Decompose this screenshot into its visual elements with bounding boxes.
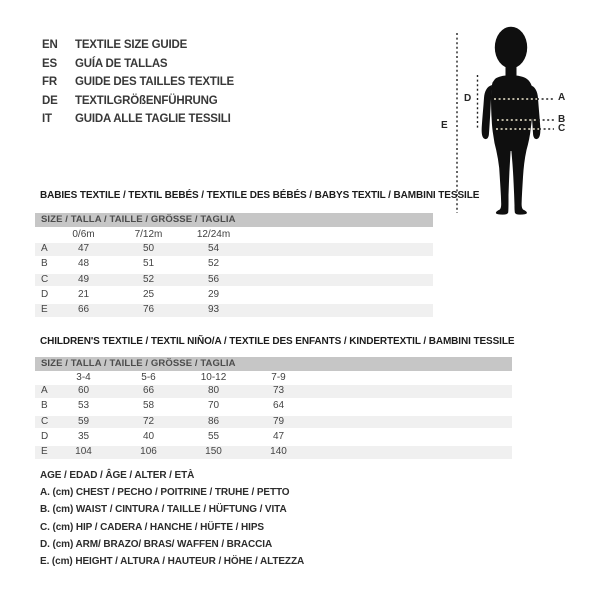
babies-size-header-bar: SIZE / TALLA / TAILLE / GRÖSSE / TAGLIA (35, 213, 433, 227)
table-row (35, 258, 433, 271)
value-cell: 47 (77, 243, 90, 254)
silhouette-torso-legs (491, 75, 533, 214)
value-cell: 49 (77, 273, 90, 285)
children-column-header-row (35, 371, 512, 385)
value-cell: 53 (77, 400, 90, 412)
column-header-cell: 7/12m (134, 229, 163, 240)
column-header-cell: 10-12 (200, 372, 227, 383)
table-row (35, 274, 433, 287)
value-cell: 70 (207, 400, 220, 412)
children-section-title: CHILDREN'S TEXTILE / TEXTIL NIÑO/A / TEXTILE DES ENFANTS / KINDERTEXTIL / BAMBINI TESSILE (40, 336, 515, 347)
column-header-cell: 0/6m (72, 229, 95, 240)
row-label: A (41, 243, 48, 254)
language-label: TEXTILGRÖßENFÜHRUNG (75, 94, 218, 107)
language-row-it (42, 110, 234, 129)
language-label: GUÍA DE TALLAS (75, 57, 168, 70)
language-row-de (42, 92, 234, 111)
measure-label-c: C (558, 122, 566, 134)
column-header-cell: 5-6 (141, 372, 156, 383)
value-cell: 58 (142, 400, 155, 412)
value-cell: 48 (77, 258, 90, 270)
language-list (42, 36, 234, 129)
table-row (35, 289, 433, 302)
row-label: C (41, 273, 49, 285)
children-size-table (35, 357, 512, 461)
table-row (35, 431, 512, 444)
silhouette-left-arm (482, 85, 492, 139)
value-cell: 59 (77, 415, 90, 427)
value-cell: 25 (142, 288, 155, 300)
value-cell: 56 (207, 273, 220, 285)
measure-label-a: A (558, 92, 566, 103)
value-cell: 50 (142, 243, 155, 254)
row-label: C (41, 415, 49, 427)
value-cell: 80 (207, 385, 220, 396)
table-row (35, 400, 512, 413)
row-label: B (41, 258, 48, 270)
language-code: ES (42, 57, 57, 70)
value-cell: 60 (77, 385, 90, 396)
value-cell: 29 (207, 288, 220, 300)
empty-corner-cell (35, 227, 51, 243)
value-cell: 79 (272, 415, 285, 427)
row-label: E (41, 304, 48, 316)
table-row (35, 243, 433, 256)
empty-corner-cell (35, 371, 51, 385)
row-label: A (41, 385, 48, 396)
value-cell: 64 (272, 400, 285, 412)
table-row (35, 446, 512, 459)
column-header-cell: 12/24m (196, 229, 231, 240)
children-size-header-bar: SIZE / TALLA / TAILLE / GRÖSSE / TAGLIA (35, 357, 512, 371)
value-cell: 66 (77, 304, 90, 316)
legend-item-hip: C. (cm) HIP / CADERA / HANCHE / HÜFTE / HIPS (40, 521, 264, 533)
column-header-cell: 3-4 (76, 372, 91, 383)
measure-label-e: E (441, 120, 448, 131)
babies-size-table (35, 213, 433, 319)
babies-section-title: BABIES TEXTILE / TEXTIL BEBÉS / TEXTILE DES BÉBÉS / BABYS TEXTIL / BAMBINI TESSILE (40, 190, 480, 201)
language-label: TEXTILE SIZE GUIDE (75, 39, 188, 52)
legend-age-line: AGE / EDAD / ÂGE / ALTER / ETÀ (40, 470, 195, 481)
value-cell: 66 (142, 385, 155, 396)
language-row-en (42, 36, 234, 55)
language-label: GUIDA ALLE TAGLIE TESSILI (75, 113, 231, 126)
value-cell: 52 (142, 273, 155, 285)
value-cell: 54 (207, 243, 220, 254)
value-cell: 35 (77, 430, 90, 442)
legend-item-waist: B. (cm) WAIST / CINTURA / TAILLE / HÜFTUNG / VITA (40, 504, 287, 516)
language-row-fr (42, 73, 234, 92)
value-cell: 52 (207, 258, 220, 270)
language-label: GUIDE DES TAILLES TEXTILE (75, 76, 234, 89)
value-cell: 86 (207, 415, 220, 427)
measurement-legend (40, 467, 304, 570)
language-code: FR (42, 76, 57, 89)
value-cell: 76 (142, 304, 155, 316)
measure-label-b: B (558, 113, 566, 125)
value-cell: 51 (142, 258, 155, 270)
language-code: DE (42, 94, 58, 107)
row-label: D (41, 430, 49, 442)
legend-item-height: E. (cm) HEIGHT / ALTURA / HAUTEUR / HÖHE / ALTEZZA (40, 555, 305, 567)
language-code: IT (42, 113, 52, 126)
language-code: EN (42, 39, 58, 52)
value-cell: 150 (205, 446, 222, 458)
value-cell: 47 (272, 430, 285, 442)
babies-column-header-row (35, 227, 433, 243)
value-cell: 21 (77, 288, 90, 300)
value-cell: 40 (142, 430, 155, 442)
table-row (35, 416, 512, 429)
row-label: E (41, 446, 48, 458)
row-label: D (41, 288, 49, 300)
column-header-cell: 7-9 (271, 372, 286, 383)
measure-label-d: D (464, 93, 472, 104)
table-row (35, 304, 433, 317)
legend-item-arm: D. (cm) ARM/ BRAZO/ BRAS/ WAFFEN / BRACCIA (40, 538, 273, 550)
legend-item-chest: A. (cm) CHEST / PECHO / POITRINE / TRUHE / PETTO (40, 487, 290, 499)
value-cell: 73 (272, 385, 285, 396)
table-row (35, 385, 512, 398)
row-label: B (41, 400, 48, 412)
value-cell: 55 (207, 430, 220, 442)
value-cell: 93 (207, 304, 220, 316)
value-cell: 104 (75, 446, 92, 458)
value-cell: 106 (140, 446, 157, 458)
value-cell: 72 (142, 415, 155, 427)
language-row-es (42, 55, 234, 74)
value-cell: 140 (270, 446, 287, 458)
